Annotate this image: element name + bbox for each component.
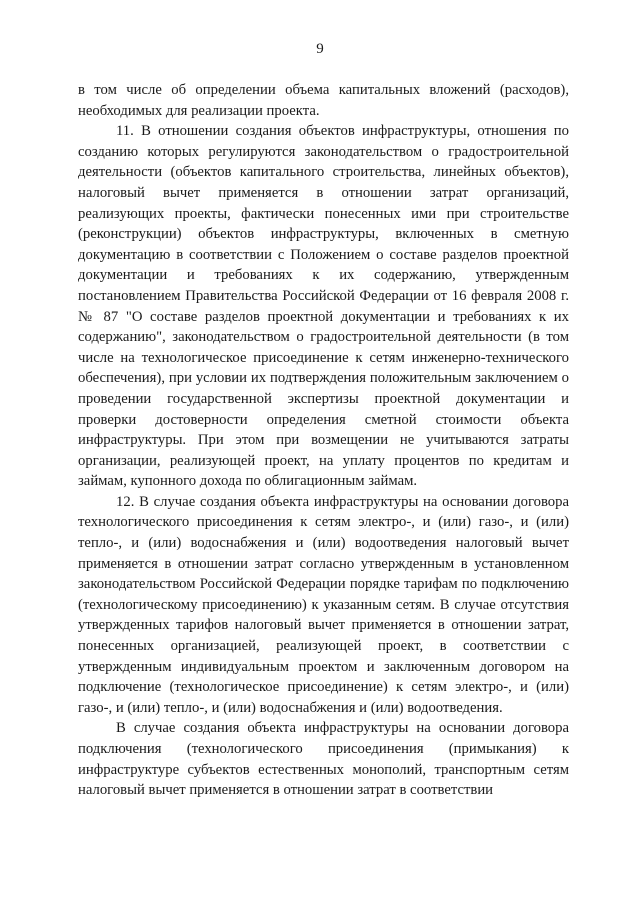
paragraph-continuation: в том числе об определении объема капитальных вложений (расходов), необходимых для реализации проекта.: [78, 82, 569, 119]
document-body: [78, 80, 569, 801]
paragraph-item-12-continued: В случае создания объекта инфраструктуры на основании договора подключения (технологического присоединения (примыкания) к инфраструктуре субъектов естественных монополий, транспортным сетям налоговый вычет применяется в отношении затрат в соответствии: [78, 720, 569, 799]
page-number: 9: [316, 41, 324, 57]
paragraph-item-12: 12. В случае создания объекта инфраструктуры на основании договора технологического присоединения к сетям электро-, и (или) газо-, и (или) тепло-, и (или) водоснабжения и (или) водоотведения налоговый вычет применяется в отношении затрат согласно утвержденным в установленном законодательством Российской Федерации порядке тарифам по подключению (технологическому присоединению) к указанным сетям. В случае отсутствия утвержденных тарифов налоговый вычет применяется в отношении затрат, понесенных организацией, реализующей проект, в соответствии с утвержденным индивидуальным проектом и заключенным договором на подключение (технологическое присоединение) к сетям электро-, и (или) газо-, и (или) тепло-, и (или) водоснабжения и (или) водоотведения.: [78, 493, 569, 716]
paragraph-item-11: 11. В отношении создания объектов инфраструктуры, отношения по созданию которых регулируются законодательством о градостроительной деятельности (объектов капитального строительства, линейных объектов), налоговый вычет применяется в отношении затрат организаций, реализующих проекты, фактически понесенных ими при строительстве (реконструкции) объектов инфраструктуры, включенных в сметную документацию в соответствии с Положением о составе разделов проектной документации и требованиях к их содержанию, утвержденным постановлением Правительства Российской Федерации от 16 февраля 2008 г. № 87 "О составе разделов проектной документации и требованиях к их содержанию", законодательством о градостроительной деятельности (в том числе на технологическое присоединение к сетям инженерно-технического обеспечения), при условии их подтверждения положительным заключением о проведении государственной экспертизы проектной документации и проверки достоверности определения сметной стоимости объекта инфраструктуры. При этом при возмещении не учитываются затраты организации, реализующей проект, на уплату процентов по кредитам и займам, купонного дохода по облигационным займам.: [78, 123, 569, 490]
